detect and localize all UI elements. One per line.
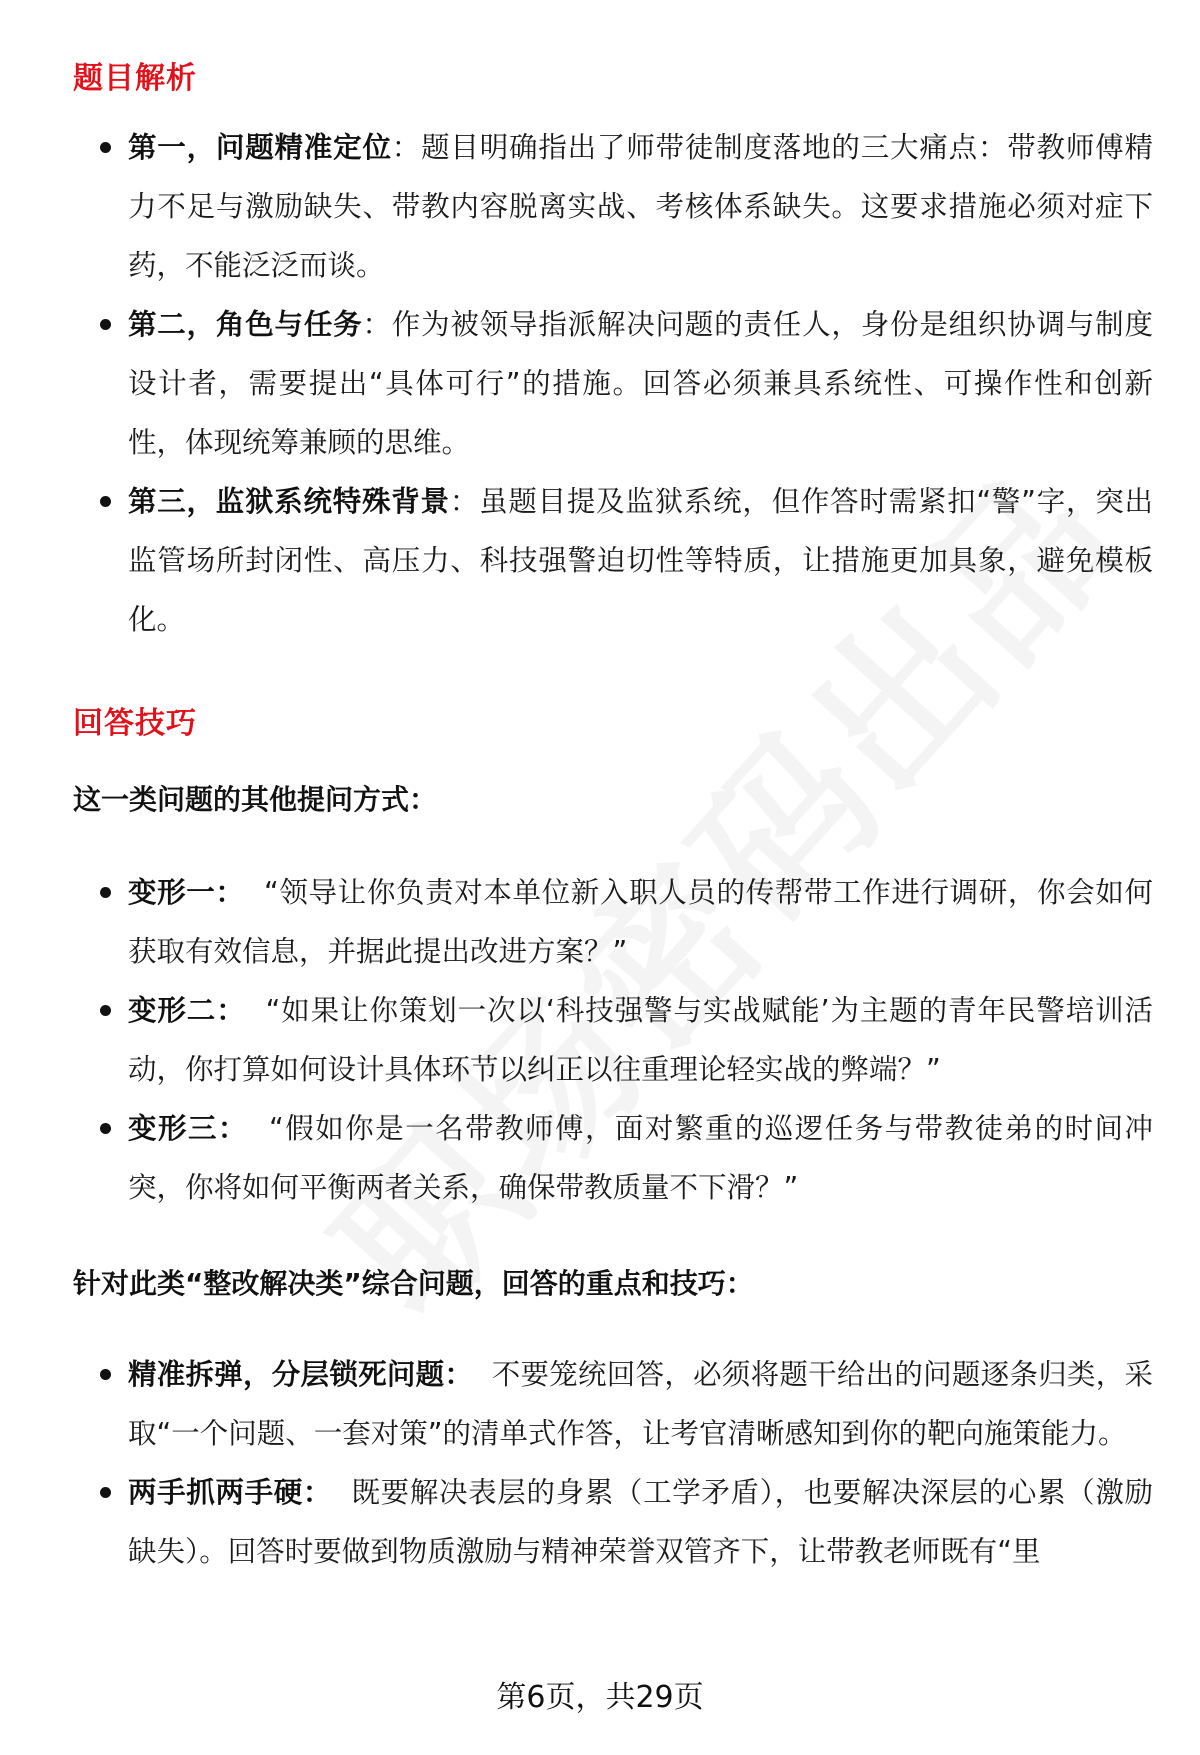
list-item — [73, 118, 1153, 295]
item-text: ：虽题目提及监狱系统，但作答时需紧扣“警”字，突出监管场所封闭性、高压力、科技强警迫切性等特质，让措施更加具象，避免模板化。 — [128, 485, 1153, 636]
analysis-list — [73, 118, 1153, 649]
bullet-dot-icon — [100, 887, 111, 898]
item-text: “领导让你负责对本单位新入职人员的传帮带工作进行调研，你会如何获取有效信息，并据此提出改进方案？” — [128, 876, 1153, 968]
item-lead: 第二，角色与任务 — [128, 308, 363, 341]
bullet-dot-icon — [100, 319, 111, 330]
item-lead: 变形二： — [128, 994, 246, 1027]
item-text: ：作为被领导指派解决问题的责任人，身份是组织协调与制度设计者，需要提出“具体可行”的措施。回答必须兼具系统性、可操作性和创新性，体现统筹兼顾的思维。 — [128, 308, 1153, 459]
variants-list — [73, 863, 1153, 1217]
item-text: 既要解决表层的身累（工学矛盾），也要解决深层的心累（激励缺失）。回答时要做到物质激励与精神荣誉双管齐下，让带教老师既有“里 — [128, 1476, 1153, 1568]
subheading-variants: 这一类问题的其他提问方式： — [73, 783, 438, 816]
page-number: 第6页，共29页 — [496, 1680, 704, 1715]
item-lead: 第一，问题精准定位 — [128, 131, 392, 164]
bullet-dot-icon — [100, 1369, 111, 1380]
item-text: ：题目明确指出了师带徒制度落地的三大痛点：带教师傅精力不足与激励缺失、带教内容脱离实战、考核体系缺失。这要求措施必须对症下药，不能泛泛而谈。 — [128, 131, 1153, 282]
list-item — [73, 1345, 1153, 1463]
list-item — [73, 863, 1153, 981]
item-text: “如果让你策划一次以‘科技强警与实战赋能’为主题的青年民警培训活动，你打算如何设计具体环节以纠正以往重理论轻实战的弊端？” — [128, 994, 1153, 1086]
bullet-dot-icon — [100, 1005, 111, 1016]
item-text: 不要笼统回答，必须将题干给出的问题逐条归类，采取“一个问题、一套对策”的清单式作答，让考官清晰感知到你的靶向施策能力。 — [128, 1358, 1153, 1450]
subheading-techniques: 针对此类“整改解决类”综合问题，回答的重点和技巧： — [73, 1267, 754, 1300]
list-item — [73, 981, 1153, 1099]
item-text: “假如你是一名带教师傅，面对繁重的巡逻任务与带教徒弟的时间冲突，你将如何平衡两者关系，确保带教质量不下滑？” — [128, 1112, 1153, 1204]
list-item — [73, 1099, 1153, 1217]
bullet-dot-icon — [100, 1487, 111, 1498]
list-item — [73, 472, 1153, 649]
list-item — [73, 1463, 1153, 1581]
item-lead: 变形三： — [128, 1112, 248, 1145]
section-title-tips: 回答技巧 — [73, 706, 197, 741]
bullet-dot-icon — [100, 142, 111, 153]
item-lead: 两手抓两手硬： — [128, 1476, 333, 1509]
item-lead: 变形一： — [128, 876, 245, 909]
techniques-list — [73, 1345, 1153, 1581]
list-item — [73, 295, 1153, 472]
item-lead: 第三，监狱系统特殊背景 — [128, 485, 450, 518]
section-title-analysis: 题目解析 — [73, 61, 197, 96]
bullet-dot-icon — [100, 1123, 111, 1134]
bullet-dot-icon — [100, 496, 111, 507]
item-lead: 精准拆弹，分层锁死问题： — [128, 1358, 474, 1391]
